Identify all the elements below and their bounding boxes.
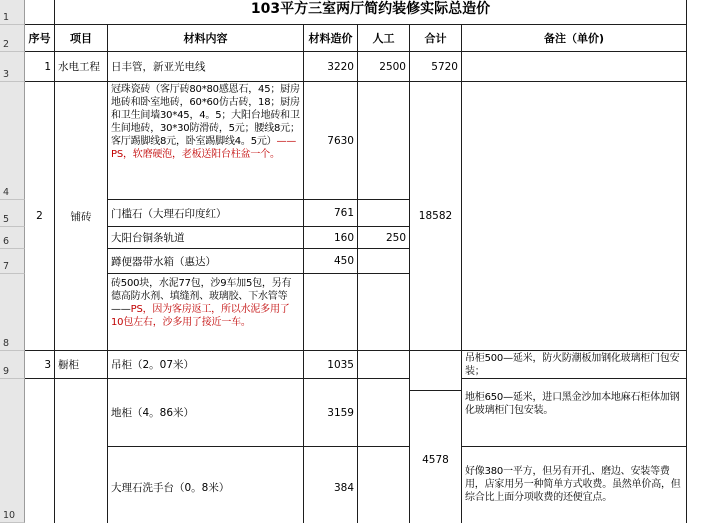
cell-total-blank[interactable] [410, 351, 462, 391]
cell-material-washbasin[interactable]: 大理石洗手台（0。8米） [108, 447, 304, 523]
cell-remark-tiling[interactable] [462, 82, 687, 351]
cell-cost-toilet[interactable]: 450 [304, 249, 358, 274]
cell-material-threshold[interactable]: 门槛石（大理石印度红） [108, 200, 304, 227]
row-number: 3 [3, 69, 10, 80]
row-number: 9 [3, 366, 10, 377]
cell-material-track[interactable]: 大阳台铜条轨道 [108, 227, 304, 249]
cell-labor-base-cabinet[interactable] [358, 379, 410, 447]
cell-cost-base-cabinet[interactable]: 3159 [304, 379, 358, 447]
cell-item-tiling[interactable]: 铺砖 [55, 82, 108, 351]
cell-remark-base-cabinet[interactable]: 地柜650—延米，进口黑金沙加本地麻石柜体加钢化玻璃柜门包安装。 [462, 379, 687, 447]
row-number: 6 [3, 236, 10, 247]
cell-material-base-cabinet[interactable]: 地柜（4。86米） [108, 379, 304, 447]
cell-material-cement[interactable] [108, 274, 304, 351]
cell-labor-wall-cabinet[interactable] [358, 351, 410, 379]
cell-labor-track[interactable]: 250 [358, 227, 410, 249]
cell-seq-2[interactable]: 2 [25, 82, 55, 351]
sheet-title[interactable]: 103平方三室两厅简约装修实际总造价 [55, 0, 687, 25]
row-number: 4 [3, 187, 10, 198]
cell-cost-track[interactable]: 160 [304, 227, 358, 249]
cell-item-cabinet[interactable]: 橱柜 [55, 351, 108, 379]
row-header-4[interactable] [0, 82, 25, 200]
row-number: 8 [3, 338, 10, 349]
row-number: 5 [3, 214, 10, 225]
cell-labor-washbasin[interactable] [358, 447, 410, 523]
cell-total-cabinet[interactable]: 4578 [410, 391, 462, 523]
row-header-6[interactable] [0, 227, 25, 249]
cell-cost-washbasin[interactable]: 384 [304, 447, 358, 523]
cell-cost-threshold[interactable]: 761 [304, 200, 358, 227]
row-header-5[interactable] [0, 200, 25, 227]
header-seq[interactable]: 序号 [25, 25, 55, 52]
cell-item-blank[interactable] [55, 379, 108, 523]
cell-cost-cement[interactable] [304, 274, 358, 351]
cell-item-plumbing[interactable]: 水电工程 [55, 52, 108, 82]
header-item[interactable]: 项目 [55, 25, 108, 52]
cell-labor-toilet[interactable] [358, 249, 410, 274]
row-header-3[interactable] [0, 52, 25, 82]
row-header-9[interactable] [0, 351, 25, 379]
header-material-cost[interactable]: 材料造价 [304, 25, 358, 52]
cell-cost-plumbing[interactable]: 3220 [304, 52, 358, 82]
cement-note: PS，因为客房返工，所以水泥多用了10包左右，沙多用了接近一车。 [111, 304, 290, 328]
cell-cost-wall-cabinet[interactable]: 1035 [304, 351, 358, 379]
cell-labor-plumbing[interactable]: 2500 [358, 52, 410, 82]
cell-edge-column[interactable] [687, 0, 712, 523]
row-number: 7 [3, 261, 10, 272]
cell-labor-ceramic-tiles[interactable] [358, 82, 410, 200]
cell-seq-1[interactable]: 1 [25, 52, 55, 82]
header-total[interactable]: 合计 [410, 25, 462, 52]
cell-a1[interactable] [25, 0, 55, 25]
row-header-8[interactable] [0, 274, 25, 351]
cell-remark-plumbing[interactable] [462, 52, 687, 82]
cell-material-ceramic-tiles[interactable] [108, 82, 304, 200]
header-labor[interactable]: 人工 [358, 25, 410, 52]
cell-remark-washbasin[interactable]: 好像380一平方，但另有开孔、磨边、安装等费用，店家用另一种简单方式收费。虽然单价高，但综合比上面分项收费的还便宜点。 [462, 447, 687, 523]
cell-seq-blank[interactable] [25, 379, 55, 523]
row-number: 2 [3, 39, 10, 50]
ceramic-tiles-text: 冠珠瓷砖（客厅砖80*80感恩石，45；厨房地砖和卧室地砖，60*60仿古砖，18；厨房和卫生间墙30*45，4。5；大阳台地砖和卫生间地砖，30*30防滑砖，5元；腰线8元；客厅踢脚线8元，卧室踢脚线4。5元） [111, 84, 300, 147]
cell-total-tiling[interactable]: 18582 [410, 82, 462, 351]
header-material[interactable]: 材料内容 [108, 25, 304, 52]
row-header-7[interactable] [0, 249, 25, 274]
cell-labor-cement[interactable] [358, 274, 410, 351]
cell-total-plumbing[interactable]: 5720 [410, 52, 462, 82]
row-header-10[interactable] [0, 379, 25, 523]
cell-remark-wall-cabinet[interactable]: 吊柜500—延米，防火防潮板加钢化玻璃柜门包安装； [462, 351, 687, 379]
cell-material-wall-cabinet[interactable]: 吊柜（2。07米） [108, 351, 304, 379]
row-header-1[interactable] [0, 0, 25, 25]
cell-seq-3[interactable]: 3 [25, 351, 55, 379]
cell-material-toilet[interactable]: 蹲便器带水箱（惠达） [108, 249, 304, 274]
ceramic-tiles-note: ——PS，软磨硬泡，老板送阳台柱盆一个。 [111, 136, 297, 160]
row-number: 10 [3, 510, 16, 521]
cell-cost-ceramic-tiles[interactable]: 7630 [304, 82, 358, 200]
header-remark[interactable]: 备注（单价) [462, 25, 687, 52]
cement-text: 砖500块，水泥77包，沙9车加5包，另有德高防水剂、填缝剂、玻璃胶、下水管等—— [111, 278, 292, 315]
cell-material-plumbing[interactable]: 日丰管，新亚光电线 [108, 52, 304, 82]
row-number: 1 [3, 12, 10, 23]
cell-labor-threshold[interactable] [358, 200, 410, 227]
row-header-2[interactable] [0, 25, 25, 52]
